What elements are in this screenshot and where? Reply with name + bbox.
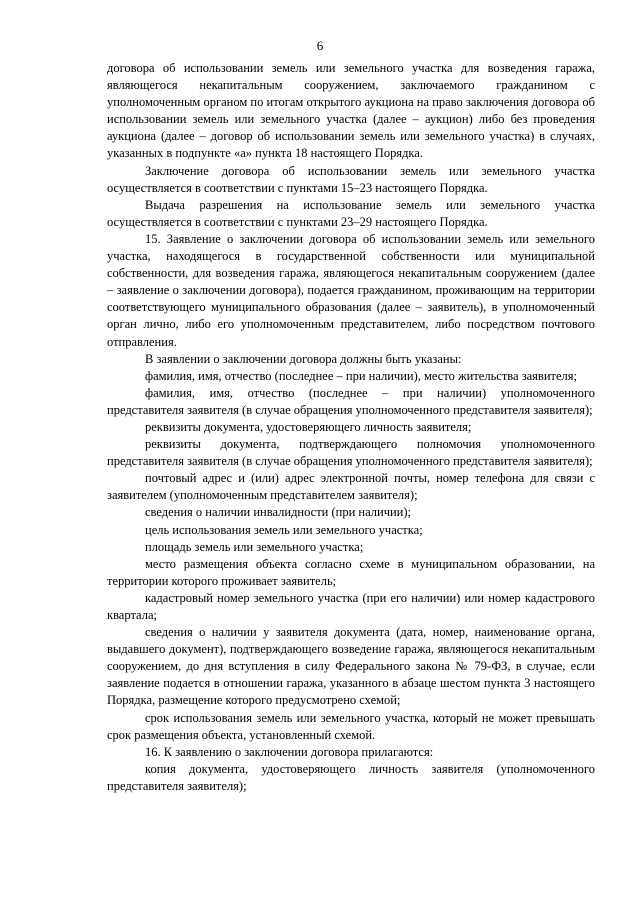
paragraph: место размещения объекта согласно схеме в муниципальном образовании, на территории которого проживает заявитель; <box>107 556 595 588</box>
paragraph: почтовый адрес и (или) адрес электронной почты, номер телефона для связи с заявителем (уполномоченным представителем заявителя); <box>107 471 595 503</box>
paragraph: реквизиты документа, удостоверяющего личность заявителя; <box>145 419 472 434</box>
paragraph: сведения о наличии инвалидности (при наличии); <box>145 505 411 520</box>
paragraph: копия документа, удостоверяющего личность заявителя (уполномоченного представителя заявителя); <box>107 761 595 793</box>
paragraph: Заключение договора об использовании земель или земельного участка осуществляется в соответствии с пунктами 15–23 настоящего Порядка. <box>107 163 595 195</box>
paragraph: сведения о наличии у заявителя документа (дата, номер, наименование органа, выдавшего документ), подтверждающего возведение гаража, являющегося некапитальным сооружением, до дня вступления в силу Федерального закона № 79-ФЗ, в случае, если заявление подается в отношении гаража, указанного в абзаце шестом пункта 3 настоящего Порядка, размещение которого предусмотрено схемой; <box>107 625 595 708</box>
paragraph: площадь земель или земельного участка; <box>145 539 364 554</box>
paragraph: фамилия, имя, отчество (последнее – при наличии), место жительства заявителя; <box>145 368 577 383</box>
paragraph: цель использования земель или земельного участка; <box>145 522 423 537</box>
paragraph: договора об использовании земель или земельного участка для возведения гаража, являющегося некапитальным сооружением, заключаемого гражданином с уполномоченным органом по итогам открытого аукциона на право заключения договора об использовании земель или земельного участка (далее – аукцион) либо без проведения аукциона (далее – договор об использовании земель или земельного участка) в случаях, указанных в подпункте «а» пункта 18 настоящего Порядка. <box>107 61 595 161</box>
paragraph: Выдача разрешения на использование земель или земельного участка осуществляется в соответствии с пунктами 23–29 настоящего Порядка. <box>107 197 595 229</box>
paragraph: срок использования земель или земельного участка, который не может превышать срок размещения объекта, установленный схемой. <box>107 710 595 742</box>
paragraph: реквизиты документа, подтверждающего полномочия уполномоченного представителя заявителя (в случае обращения уполномоченного представителя заявителя); <box>107 437 595 469</box>
paragraph: кадастровый номер земельного участка (при его наличии) или номер кадастрового квартала; <box>107 590 595 622</box>
paragraph: 16. К заявлению о заключении договора прилагаются: <box>145 744 434 759</box>
paragraph: 15. Заявление о заключении договора об использовании земель или земельного участка, находящегося в государственной собственности или муниципальной собственности, для возведения гаража, являющегося некапитальным сооружением (далее – заявление о заключении договора), подается гражданином, проживающим на территории соответствующего муниципального образования (далее – заявитель), в уполномоченный орган лично, либо его уполномоченным представителем, либо посредством почтового отправления. <box>107 231 595 349</box>
body-text <box>107 60 595 795</box>
page-number: 6 <box>316 38 324 53</box>
paragraph: В заявлении о заключении договора должны быть указаны: <box>145 351 462 366</box>
paragraph: фамилия, имя, отчество (последнее – при наличии) уполномоченного представителя заявителя (в случае обращения уполномоченного представителя заявителя); <box>107 385 595 417</box>
